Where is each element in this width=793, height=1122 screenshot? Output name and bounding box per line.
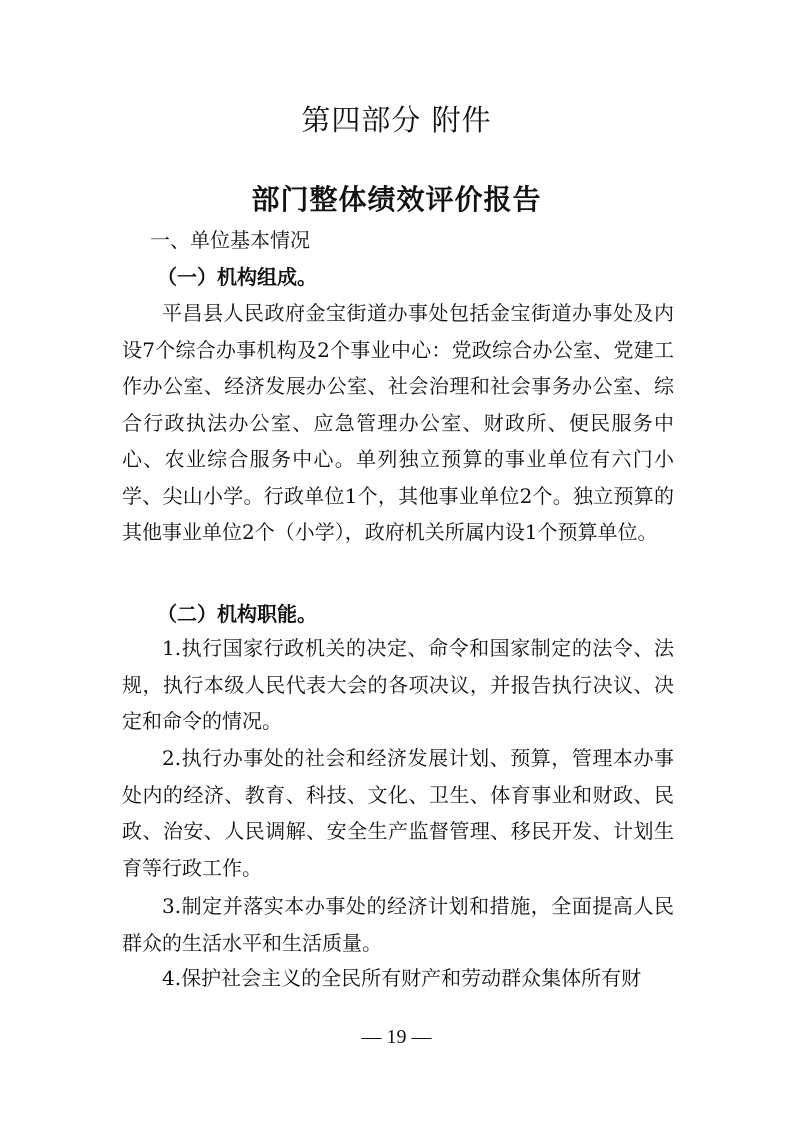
page-number: — 19 — <box>361 1026 432 1048</box>
subheading-organization: （一）机构组成。 <box>157 265 317 289</box>
function-item-1: 1.执行国家行政机关的决定、命令和国家制定的法令、法规，执行本级人民代表大会的各项决议，并报告执行决议、决定和命令的情况。 <box>122 636 674 733</box>
subheading-functions: （二）机构职能。 <box>157 602 317 626</box>
report-title: 部门整体绩效评价报告 <box>251 183 542 216</box>
paragraph-organization: 平昌县人民政府金宝街道办事处包括金宝街道办事处及内设7个综合办事机构及2个事业中心：党政综合办公室、党建工作办公室、经济发展办公室、社会治理和社会事务办公室、综合行政执法办公室、应急管理办公室、财政所、便民服务中心、农业综合服务中心。单列独立预算的事业单位有六门小学、尖山小学。行政单位1个，其他事业单位2个。独立预算的其他事业单位2个（小学），政府机关所属内设1个预算单位。 <box>122 301 674 544</box>
function-item-4: 4.保护社会主义的全民所有财产和劳动群众集体所有财 <box>162 966 642 990</box>
function-item-3: 3.制定并落实本办事处的经济计划和措施，全面提高人民群众的生活水平和生活质量。 <box>122 894 674 955</box>
section-heading-basic-info: 一、单位基本情况 <box>150 228 310 252</box>
function-item-2: 2.执行办事处的社会和经济发展计划、预算，管理本办事处内的经济、教育、科技、文化、卫生、体育事业和财政、民政、治安、人民调解、安全生产监督管理、移民开发、计划生育等行政工作。 <box>122 746 674 880</box>
part-title: 第四部分 附件 <box>301 103 492 137</box>
